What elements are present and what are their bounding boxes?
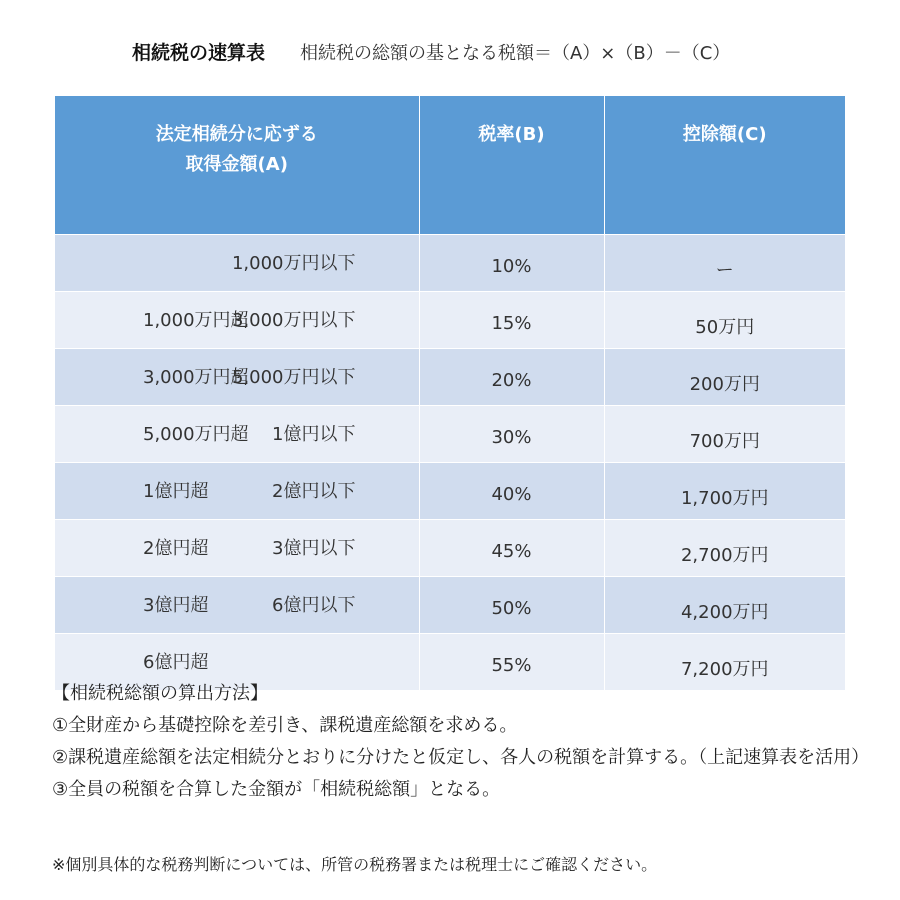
- amount-to: 1億円以下: [272, 424, 356, 445]
- amount-cell: [55, 292, 419, 349]
- deduction-value: ー: [715, 260, 734, 281]
- amount-from: 5,000万円超: [143, 424, 249, 445]
- amount-from: 1億円超: [143, 481, 209, 502]
- amount-cell: [55, 520, 419, 577]
- deduction-value: 2,700万円: [680, 545, 769, 566]
- rate-cell: [419, 520, 604, 577]
- rate-value: 30%: [491, 426, 532, 448]
- deduction-cell: [604, 577, 845, 634]
- amount-from: 2億円超: [143, 538, 209, 559]
- deduction-value: 7,200万円: [680, 659, 769, 680]
- rate-value: 45%: [491, 540, 532, 562]
- rate-cell: [419, 406, 604, 463]
- amount-cell: [55, 349, 419, 406]
- page-title: 相続税の速算表: [132, 42, 266, 64]
- rate-value: 10%: [491, 255, 532, 277]
- amount-to: 6億円以下: [272, 595, 356, 616]
- rate-cell: [419, 292, 604, 349]
- rate-cell: [419, 235, 604, 292]
- deduction-cell: [604, 349, 845, 406]
- header-taxable-amount-line1: 法定相続分に応ずる: [155, 124, 318, 145]
- amount-to: 2億円以下: [272, 481, 356, 502]
- table-row: [55, 520, 845, 577]
- rate-value: 20%: [491, 369, 532, 391]
- deduction-value: 700万円: [689, 431, 760, 452]
- disclaimer-note: ※個別具体的な税務判断については、所管の税務署または税理士にご確認ください。: [52, 855, 658, 874]
- table-row: [55, 406, 845, 463]
- rate-value: 40%: [491, 483, 532, 505]
- method-step-1: ①全財産から基礎控除を差引き、課税遺産総額を求める。: [52, 715, 518, 736]
- rate-cell: [419, 577, 604, 634]
- rate-cell: [419, 349, 604, 406]
- header-tax-rate: 税率(B): [419, 96, 604, 235]
- table-header-row: [55, 96, 845, 235]
- deduction-cell: [604, 463, 845, 520]
- rate-value: 55%: [491, 654, 532, 676]
- header-taxable-amount-line2: 取得金額(A): [185, 154, 288, 175]
- method-step-3: ③全員の税額を合算した金額が「相続税総額」となる。: [52, 779, 501, 800]
- header-deduction: 控除額(C): [604, 96, 845, 235]
- deduction-value: 50万円: [695, 317, 755, 338]
- amount-to: 3,000万円以下: [231, 310, 356, 331]
- amount-cell: [55, 406, 419, 463]
- table-row: [55, 349, 845, 406]
- amount-cell: [55, 235, 419, 292]
- rate-value: 15%: [491, 312, 532, 334]
- calculation-method: [52, 678, 869, 806]
- deduction-value: 200万円: [689, 374, 760, 395]
- deduction-cell: [604, 520, 845, 577]
- deduction-cell: [604, 235, 845, 292]
- amount-from: 3,000万円超: [143, 367, 249, 388]
- deduction-cell: [604, 406, 845, 463]
- amount-to: 1,000万円以下: [231, 253, 356, 274]
- amount-from: 1,000万円超: [143, 310, 249, 331]
- header-taxable-amount: [55, 96, 419, 235]
- tax-formula: 相続税の総額の基となる税額＝（A）×（B）－（C）: [300, 43, 731, 64]
- table-row: [55, 292, 845, 349]
- deduction-value: 1,700万円: [680, 488, 769, 509]
- header: [0, 34, 900, 74]
- amount-to: 3億円以下: [272, 538, 356, 559]
- deduction-value: 4,200万円: [680, 602, 769, 623]
- table-row: [55, 463, 845, 520]
- amount-from: 3億円超: [143, 595, 209, 616]
- deduction-cell: [604, 292, 845, 349]
- amount-from: 6億円超: [143, 652, 209, 673]
- tax-rate-table: [55, 96, 845, 690]
- table-row: [55, 235, 845, 292]
- rate-value: 50%: [491, 597, 532, 619]
- rate-cell: [419, 463, 604, 520]
- method-heading: 【相続税総額の算出方法】: [52, 683, 268, 704]
- method-step-2: ②課税遺産総額を法定相続分とおりに分けたと仮定し、各人の税額を計算する。（上記速算表を活用）: [52, 747, 870, 768]
- amount-cell: [55, 463, 419, 520]
- amount-to: 5,000万円以下: [231, 367, 356, 388]
- amount-cell: [55, 577, 419, 634]
- table-row: [55, 577, 845, 634]
